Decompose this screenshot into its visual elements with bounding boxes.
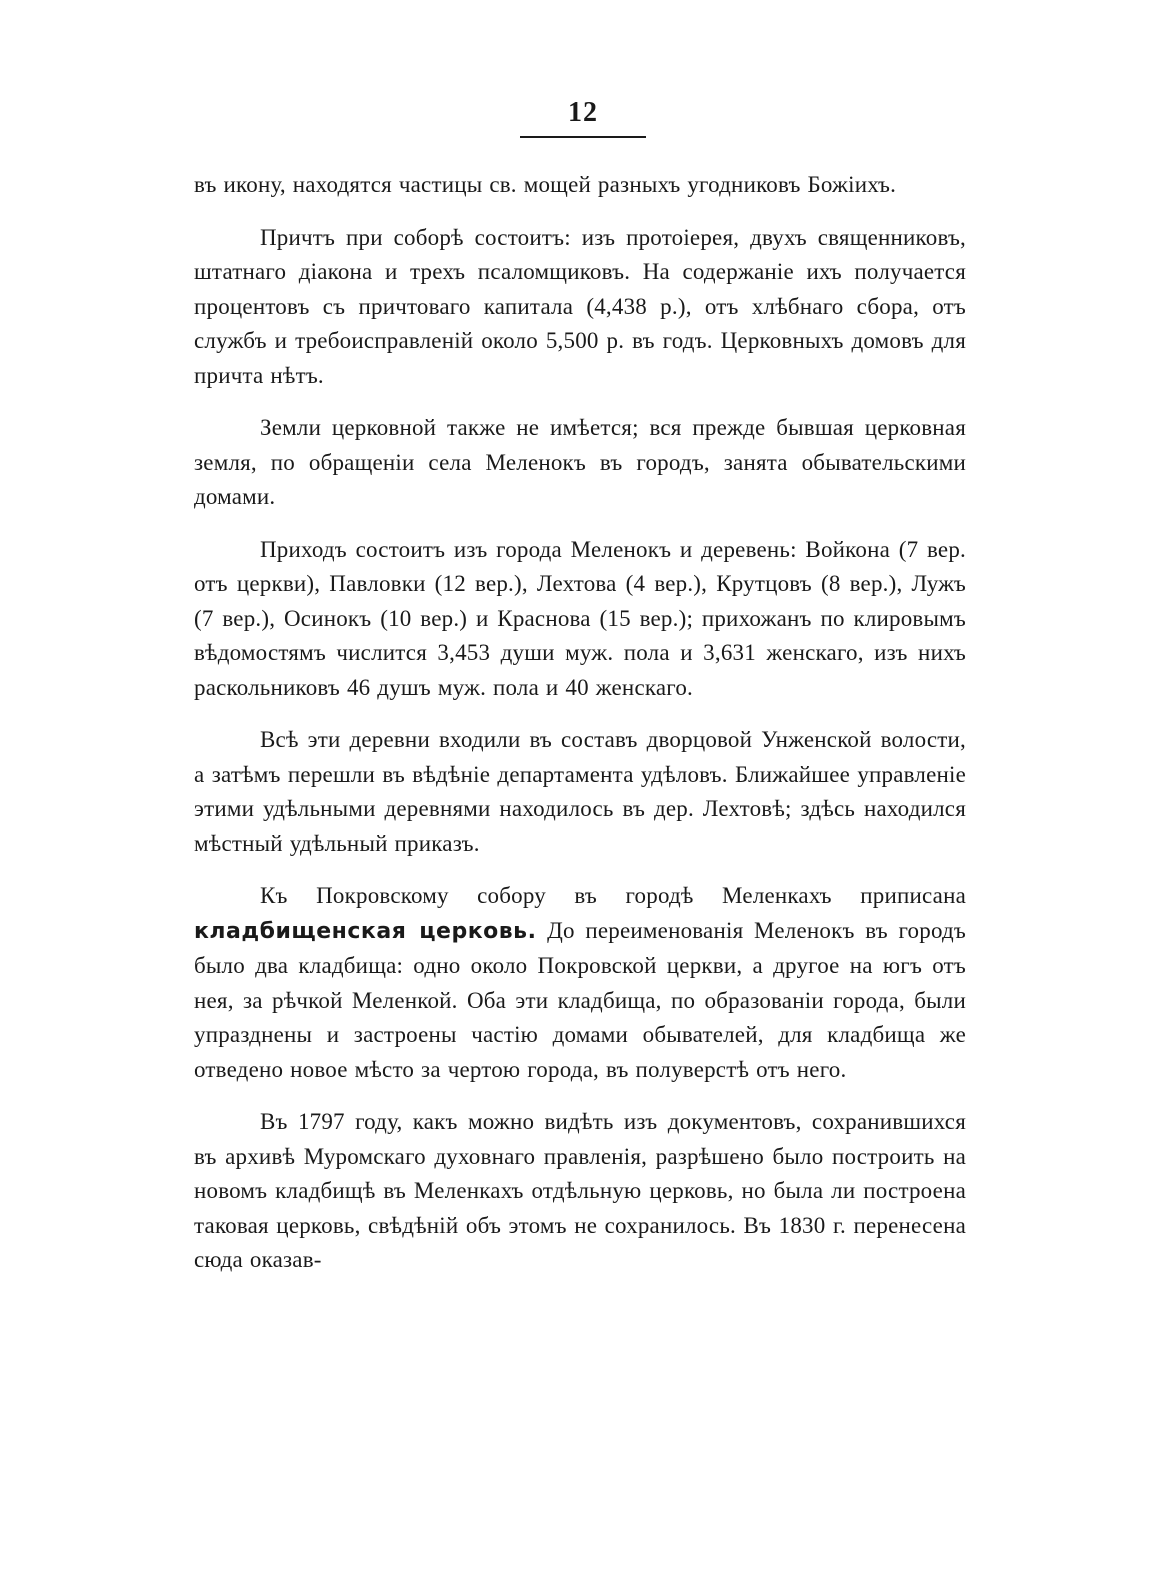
paragraph-continuation: въ икону, находятся частицы св. мощей разныхъ угодниковъ Божіихъ. (194, 172, 897, 197)
cemetery-text-before: Къ Покровскому собору въ городѣ Меленкахъ приписана (260, 883, 966, 908)
cemetery-church-heading: кладбищенская церковь. (194, 918, 537, 944)
paragraph-cemetery-church (194, 879, 966, 1087)
page-number-rule (520, 136, 646, 138)
paragraph-parish: Приходъ состоитъ изъ города Меленокъ и деревень: Войкона (7 вер. отъ церкви), Павловки (12 вер.), Лехтова (4 вер.), Крутцовъ (8 вер.), Лужъ (7 вер.), Осинокъ (10 вер.) и Краснова (15 вер.); прихожанъ по клировымъ вѣдомостямъ числится 3,453 души муж. пола и 3,631 женскаго, изъ нихъ раскольниковъ 46 душъ муж. пола и 40 женскаго. (194, 536, 966, 700)
paragraph-1797: Въ 1797 году, какъ можно видѣть изъ документовъ, сохранившихся въ архивѣ Муромскаго духовнаго правленія, разрѣшено было построить на новомъ кладбищѣ въ Меленкахъ отдѣльную церковь, но была ли построена таковая церковь, свѣдѣній объ этомъ не сохранилось. Въ 1830 г. перенесена сюда оказав- (194, 1109, 966, 1272)
page-number: 12 (568, 97, 598, 128)
body-text (194, 168, 966, 1296)
paragraph-villages-history: Всѣ эти деревни входили въ составъ дворцовой Унженской волости, а затѣмъ перешли въ вѣдѣніе департамента удѣловъ. Ближайшее управленіе этими удѣльными деревнями находилось въ дер. Лехтовѣ; здѣсь находился мѣстный удѣльный приказъ. (194, 727, 966, 856)
paragraph-church-land: Земли церковной также не имѣется; вся прежде бывшая церковная земля, по обращеніи села Меленокъ въ городъ, занята обывательскими домами. (194, 415, 966, 509)
paragraph-clergy: Причтъ при соборѣ состоитъ: изъ протоіерея, двухъ священниковъ, штатнаго діакона и трехъ псаломщиковъ. На содержаніе ихъ получается процентовъ съ причтоваго капитала (4,438 р.), отъ хлѣбнаго сбора, отъ службъ и требоисправленій около 5,500 р. въ годъ. Церковныхъ домовъ для причта нѣтъ. (194, 224, 966, 388)
cemetery-text-after: До переименованія Меленокъ въ городъ было два кладбища: одно около Покровской церкви, а другое на югъ отъ нея, за рѣчкой Меленкой. Оба эти кладбища, по образованіи города, были упразднены и застроены частію домами обывателей, для кладбища же отведено новое мѣсто за чертою города, въ полуверстѣ отъ него. (194, 917, 966, 1082)
